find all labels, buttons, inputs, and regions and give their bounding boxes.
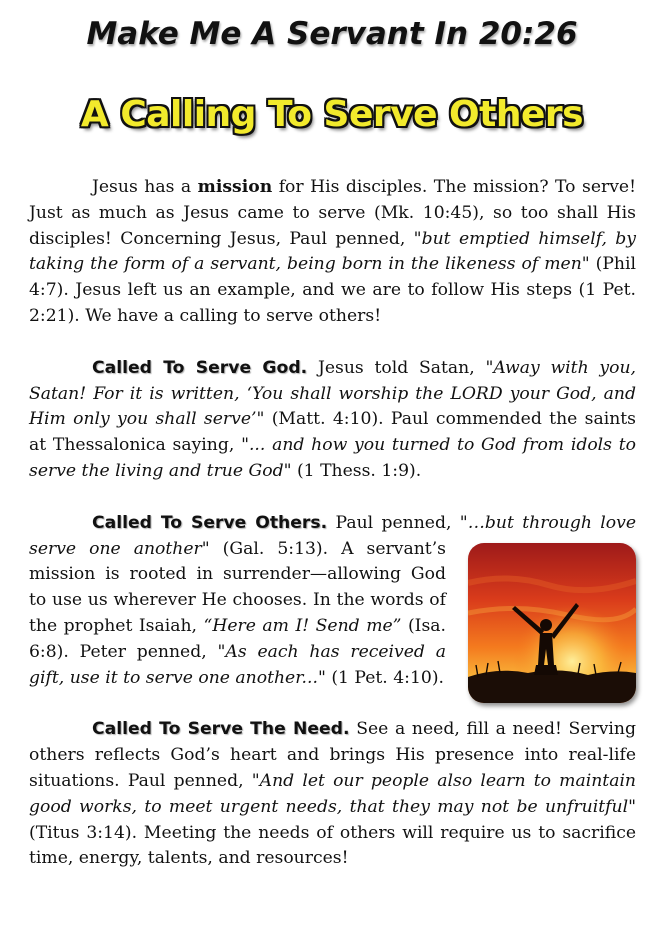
- series-title: Make Me A Servant In 20:26: [86, 16, 578, 52]
- person-arms-raised-sunset-icon: [468, 543, 636, 703]
- emphasis-mission: mission: [197, 177, 273, 197]
- section-serve-need: Called To Serve The Need. See a need, fill a need! Serving others reflects God’s heart and brings His presence into real-life situations. Paul penned, "And let our people also learn to maintain good works, to meet urgent needs, that they may not be unfruitful" (Titus 3:14). Meeting the needs of others will require us to sacrifice time, energy, talents, and resources!: [29, 719, 637, 869]
- quote: "As each has received a gift, use it to serve one another...": [29, 641, 446, 688]
- article-body: [29, 175, 636, 898]
- quote: "And let our people also learn to maintain good works, to meet urgent needs, that they may not be unfruitful": [29, 770, 637, 817]
- section-heading: Called To Serve Others.: [92, 512, 328, 533]
- quote: "... and how you turned to God from idols to serve the living and true God": [29, 435, 636, 481]
- section-heading: Called To Serve God.: [92, 357, 308, 378]
- quote: “Here am I! Send me”: [203, 615, 402, 636]
- section-serve-others: Called To Serve Others. Paul penned, "…but through love serve one another" (Gal. 5:13). A servant’s mission is rooted in surrender—allowing God to use us wherever He chooses. In the words of the prophet Isaiah, “Here am I! Send me” (Isa. 6:8). Peter penned, "As each has received a gift, use it to serve one another..." (1 Pet. 4:10).: [29, 511, 636, 692]
- quote: "…but through love serve one another": [29, 512, 636, 559]
- section-heading: Called To Serve The Need.: [92, 719, 350, 740]
- intro-paragraph: Jesus has a mission for His disciples. The mission? To serve! Just as much as Jesus came to serve (Mk. 10:45), so too shall His disciples! Concerning Jesus, Paul penned, "but emptied himself, by taking the form of a servant, being born in the likeness of men" (Phil 4:7). Jesus left us an example, and we are to follow His steps (1 Pet. 2:21). We have a calling to serve others!: [29, 177, 637, 326]
- quote: "Away with you, Satan! For it is written, ‘You shall worship the LORD your God, and Him only you shall serve’": [29, 357, 637, 430]
- page-title: A Calling To Serve Others: [80, 94, 584, 135]
- section-serve-god: Called To Serve God. Jesus told Satan, "Away with you, Satan! For it is written, ‘You shall worship the LORD your God, and Him only you shall serve’" (Matt. 4:10). Paul commended the saints at Thessalonica saying, "... and how you turned to God from idols to serve the living and true God" (1 Thess. 1:9).: [29, 357, 637, 481]
- quote: but emptied himself, by taking the form of a servant, being born in the likeness of men: [29, 228, 636, 275]
